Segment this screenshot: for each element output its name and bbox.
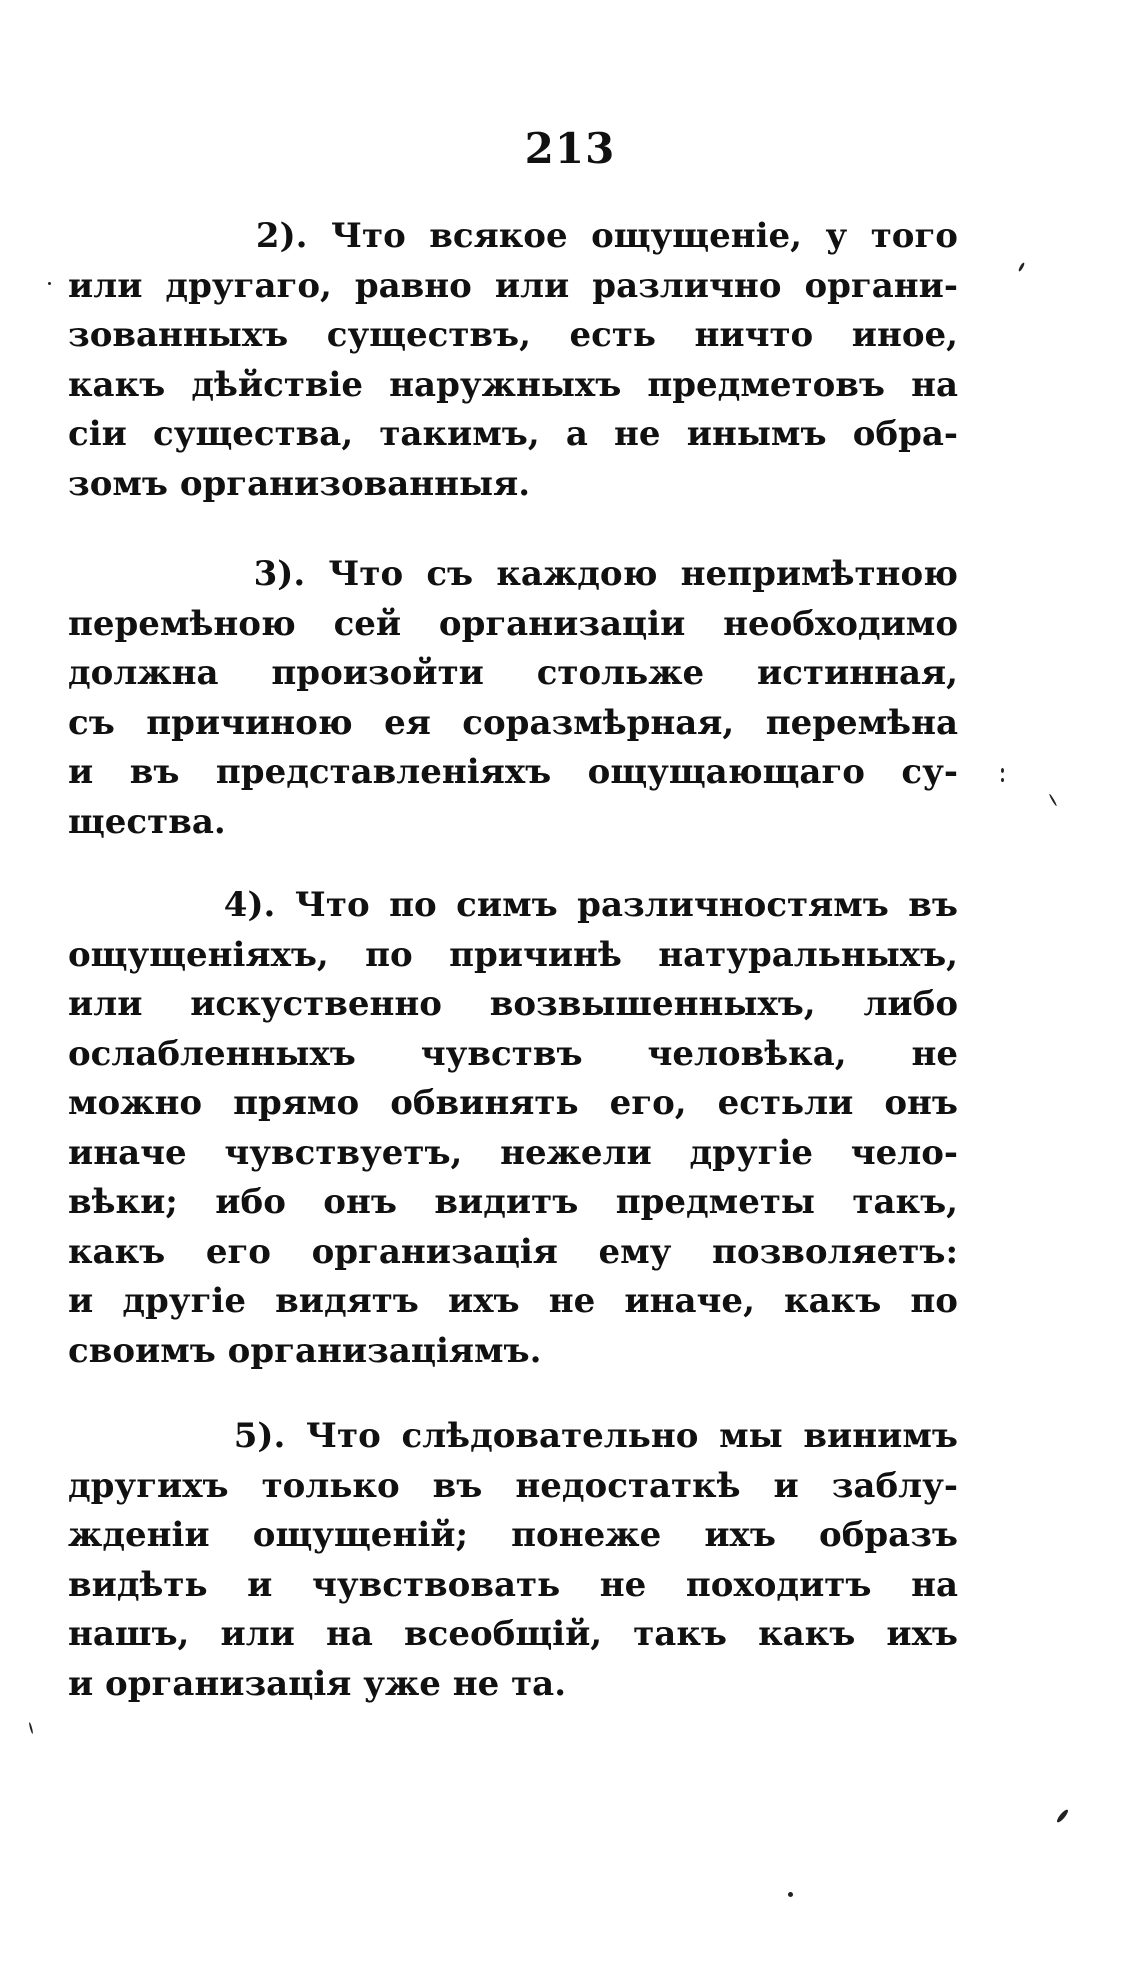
scan-speck	[1018, 262, 1026, 272]
scan-speck	[1049, 793, 1058, 806]
text-line: зованныхъ существъ, есть ничто иное,	[68, 315, 958, 355]
text-line: и въ представленіяхъ ощущающаго су-	[68, 752, 958, 792]
text-line: какъ дѣйствіе наружныхъ предметовъ на	[68, 364, 958, 405]
scan-speck	[1001, 768, 1004, 773]
scan-speck	[28, 1722, 33, 1734]
text-line: можно прямо обвинять его, естьли онъ	[68, 1083, 958, 1123]
text-line: или другаго, равно или различно органи-	[68, 265, 958, 306]
text-line: нашъ, или на всеобщій, такъ какъ ихъ	[68, 1614, 958, 1654]
text-line: и другіе видятъ ихъ не иначе, какъ по	[68, 1281, 958, 1321]
text-line: ощущеніяхъ, по причинѣ натуральныхъ,	[68, 934, 958, 975]
scan-speck	[1055, 1808, 1069, 1823]
scan-speck	[788, 1892, 793, 1897]
paragraph-3	[68, 550, 958, 847]
text-line: жденіи ощущеній; понеже ихъ образъ	[68, 1515, 958, 1555]
text-line: 4). Что по симъ различностямъ въ	[68, 885, 958, 925]
text-line: 5). Что слѣдовательно мы винимъ	[68, 1416, 958, 1456]
text-line: иначе чувствуетъ, нежели другіе чело-	[68, 1132, 958, 1173]
text-line: какъ его организація ему позволяетъ:	[68, 1231, 958, 1272]
text-line: щества.	[68, 801, 226, 842]
text-line: своимъ организаціямъ.	[68, 1330, 542, 1371]
text-line: зомъ организованныя.	[68, 463, 531, 504]
text-line: или искуственно возвышенныхъ, либо	[68, 984, 958, 1024]
text-line: сіи существа, такимъ, а не инымъ обра-	[68, 414, 958, 454]
text-line: и организація уже не та.	[68, 1663, 567, 1704]
paragraph-2	[68, 212, 958, 509]
paragraph-5	[68, 1412, 958, 1709]
text-line: перемѣною сей организаціи необходимо	[68, 603, 958, 644]
text-line: видѣть и чувствовать не походитъ на	[68, 1564, 958, 1605]
text-line: ослабленныхъ чувствъ человѣка, не	[68, 1033, 958, 1074]
scan-speck	[1001, 778, 1004, 782]
paragraph-4	[68, 881, 958, 1376]
text-line: должна произойти стольже истинная,	[68, 653, 958, 693]
text-line: 2). Что всякое ощущеніе, у того	[68, 216, 958, 256]
text-line: съ причиною ея соразмѣрная, перемѣна	[68, 702, 958, 743]
text-line: вѣки; ибо онъ видитъ предметы такъ,	[68, 1182, 958, 1222]
text-line: другихъ только въ недостаткѣ и заблу-	[68, 1465, 958, 1506]
scan-speck	[48, 282, 51, 285]
page-number: 213	[524, 124, 616, 173]
text-line: 3). Что съ каждою непримѣтною	[68, 554, 958, 594]
